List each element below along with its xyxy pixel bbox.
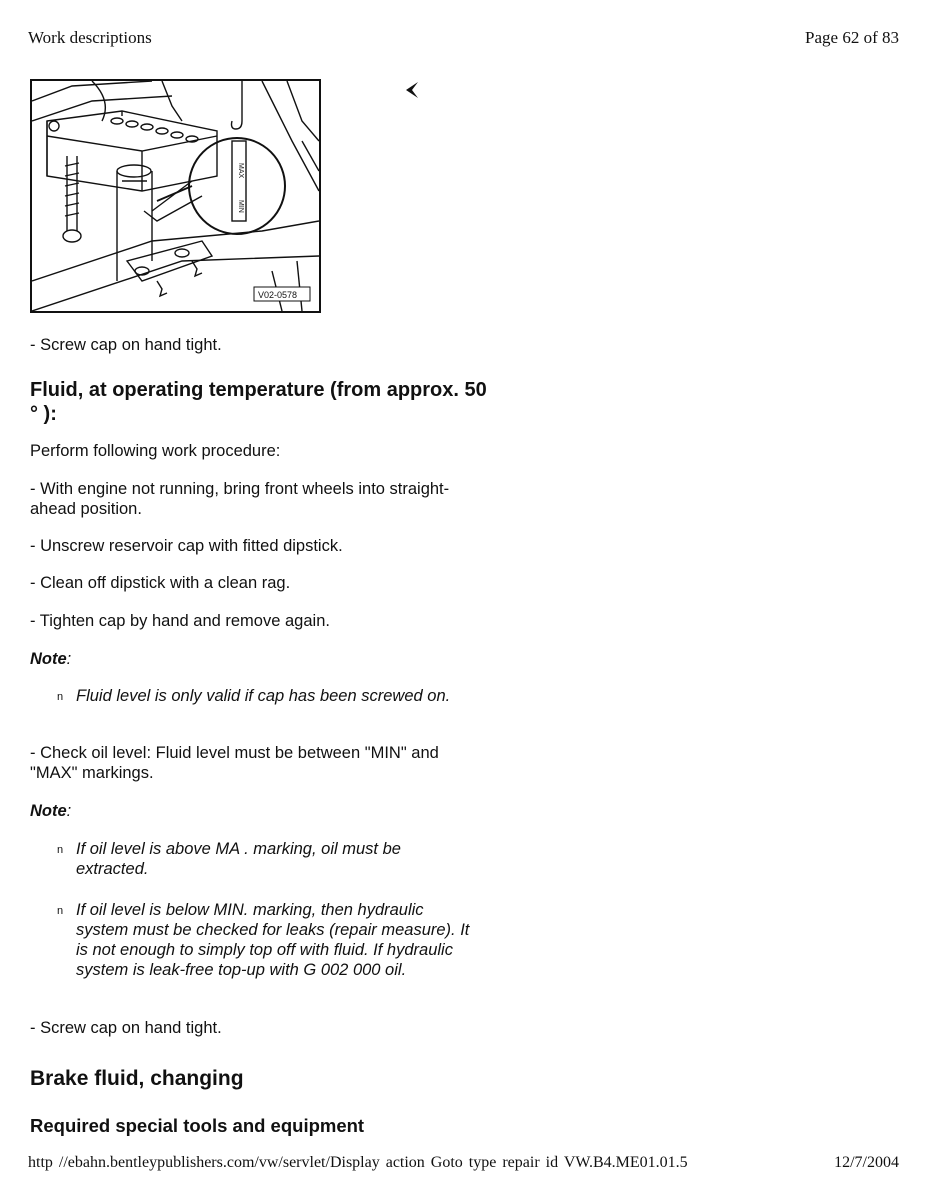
- bullet-icon: n: [57, 905, 64, 917]
- step-screw-cap: - Screw cap on hand tight.: [30, 336, 222, 354]
- bullet-icon: n: [57, 691, 64, 703]
- bullet-icon: n: [57, 844, 64, 856]
- step-check-line1: - Check oil level: Fluid level must be between "MIN" and: [30, 744, 439, 762]
- reservoir-illustration: [30, 79, 321, 313]
- back-arrow-icon[interactable]: [402, 80, 420, 105]
- step-check-line2: "MAX" markings.: [30, 764, 154, 782]
- heading-brake-fluid: Brake fluid, changing: [30, 1067, 244, 1090]
- step-clean: - Clean off dipstick with a clean rag.: [30, 574, 291, 592]
- reservoir-drawing: [32, 81, 319, 311]
- heading-special-tools: Required special tools and equipment: [30, 1115, 365, 1136]
- max-mark-text: MAX: [237, 163, 244, 179]
- note2-bullet2-line4: system is leak-free top-up with G 002 000 oil.: [76, 961, 407, 979]
- step-screw-cap-2: - Screw cap on hand tight.: [30, 1019, 222, 1037]
- note2-bullet2-line3: is not enough to simply top off with fluid. If hydraulic: [76, 941, 453, 959]
- min-mark-text: MIN: [237, 200, 244, 213]
- footer-date: 12/7/2004: [834, 1154, 899, 1171]
- note2-bullet1-line1: If oil level is above MA . marking, oil must be: [76, 840, 401, 858]
- note2-bullet1-line2: extracted.: [76, 860, 149, 878]
- step-unscrew: - Unscrew reservoir cap with fitted dipstick.: [30, 537, 343, 555]
- note2-bullet2-line1: If oil level is below MIN. marking, then hydraulic: [76, 901, 424, 919]
- step-tighten: - Tighten cap by hand and remove again.: [30, 612, 330, 630]
- heading-fluid-line2: ° ):: [30, 403, 57, 425]
- step-engine-line1: - With engine not running, bring front wheels into straight-: [30, 480, 450, 498]
- step-engine-line2: ahead position.: [30, 500, 142, 518]
- note-label: Note:: [30, 650, 72, 668]
- footer-url[interactable]: http //ebahn.bentleypublishers.com/vw/servlet/Display action Goto type repair id VW.B4.ME01.01.5: [28, 1154, 688, 1171]
- perform-text: Perform following work procedure:: [30, 442, 281, 460]
- figure-label: V02-0578: [258, 290, 298, 300]
- heading-fluid-line1: Fluid, at operating temperature (from approx. 50: [30, 379, 487, 401]
- note1-bullet1: Fluid level is only valid if cap has been screwed on.: [76, 687, 451, 705]
- note2-bullet2-line2: system must be checked for leaks (repair measure). It: [76, 921, 470, 939]
- header-title: Work descriptions: [28, 28, 152, 47]
- note-label-2: Note:: [30, 802, 72, 820]
- page-number: Page 62 of 83: [805, 28, 899, 47]
